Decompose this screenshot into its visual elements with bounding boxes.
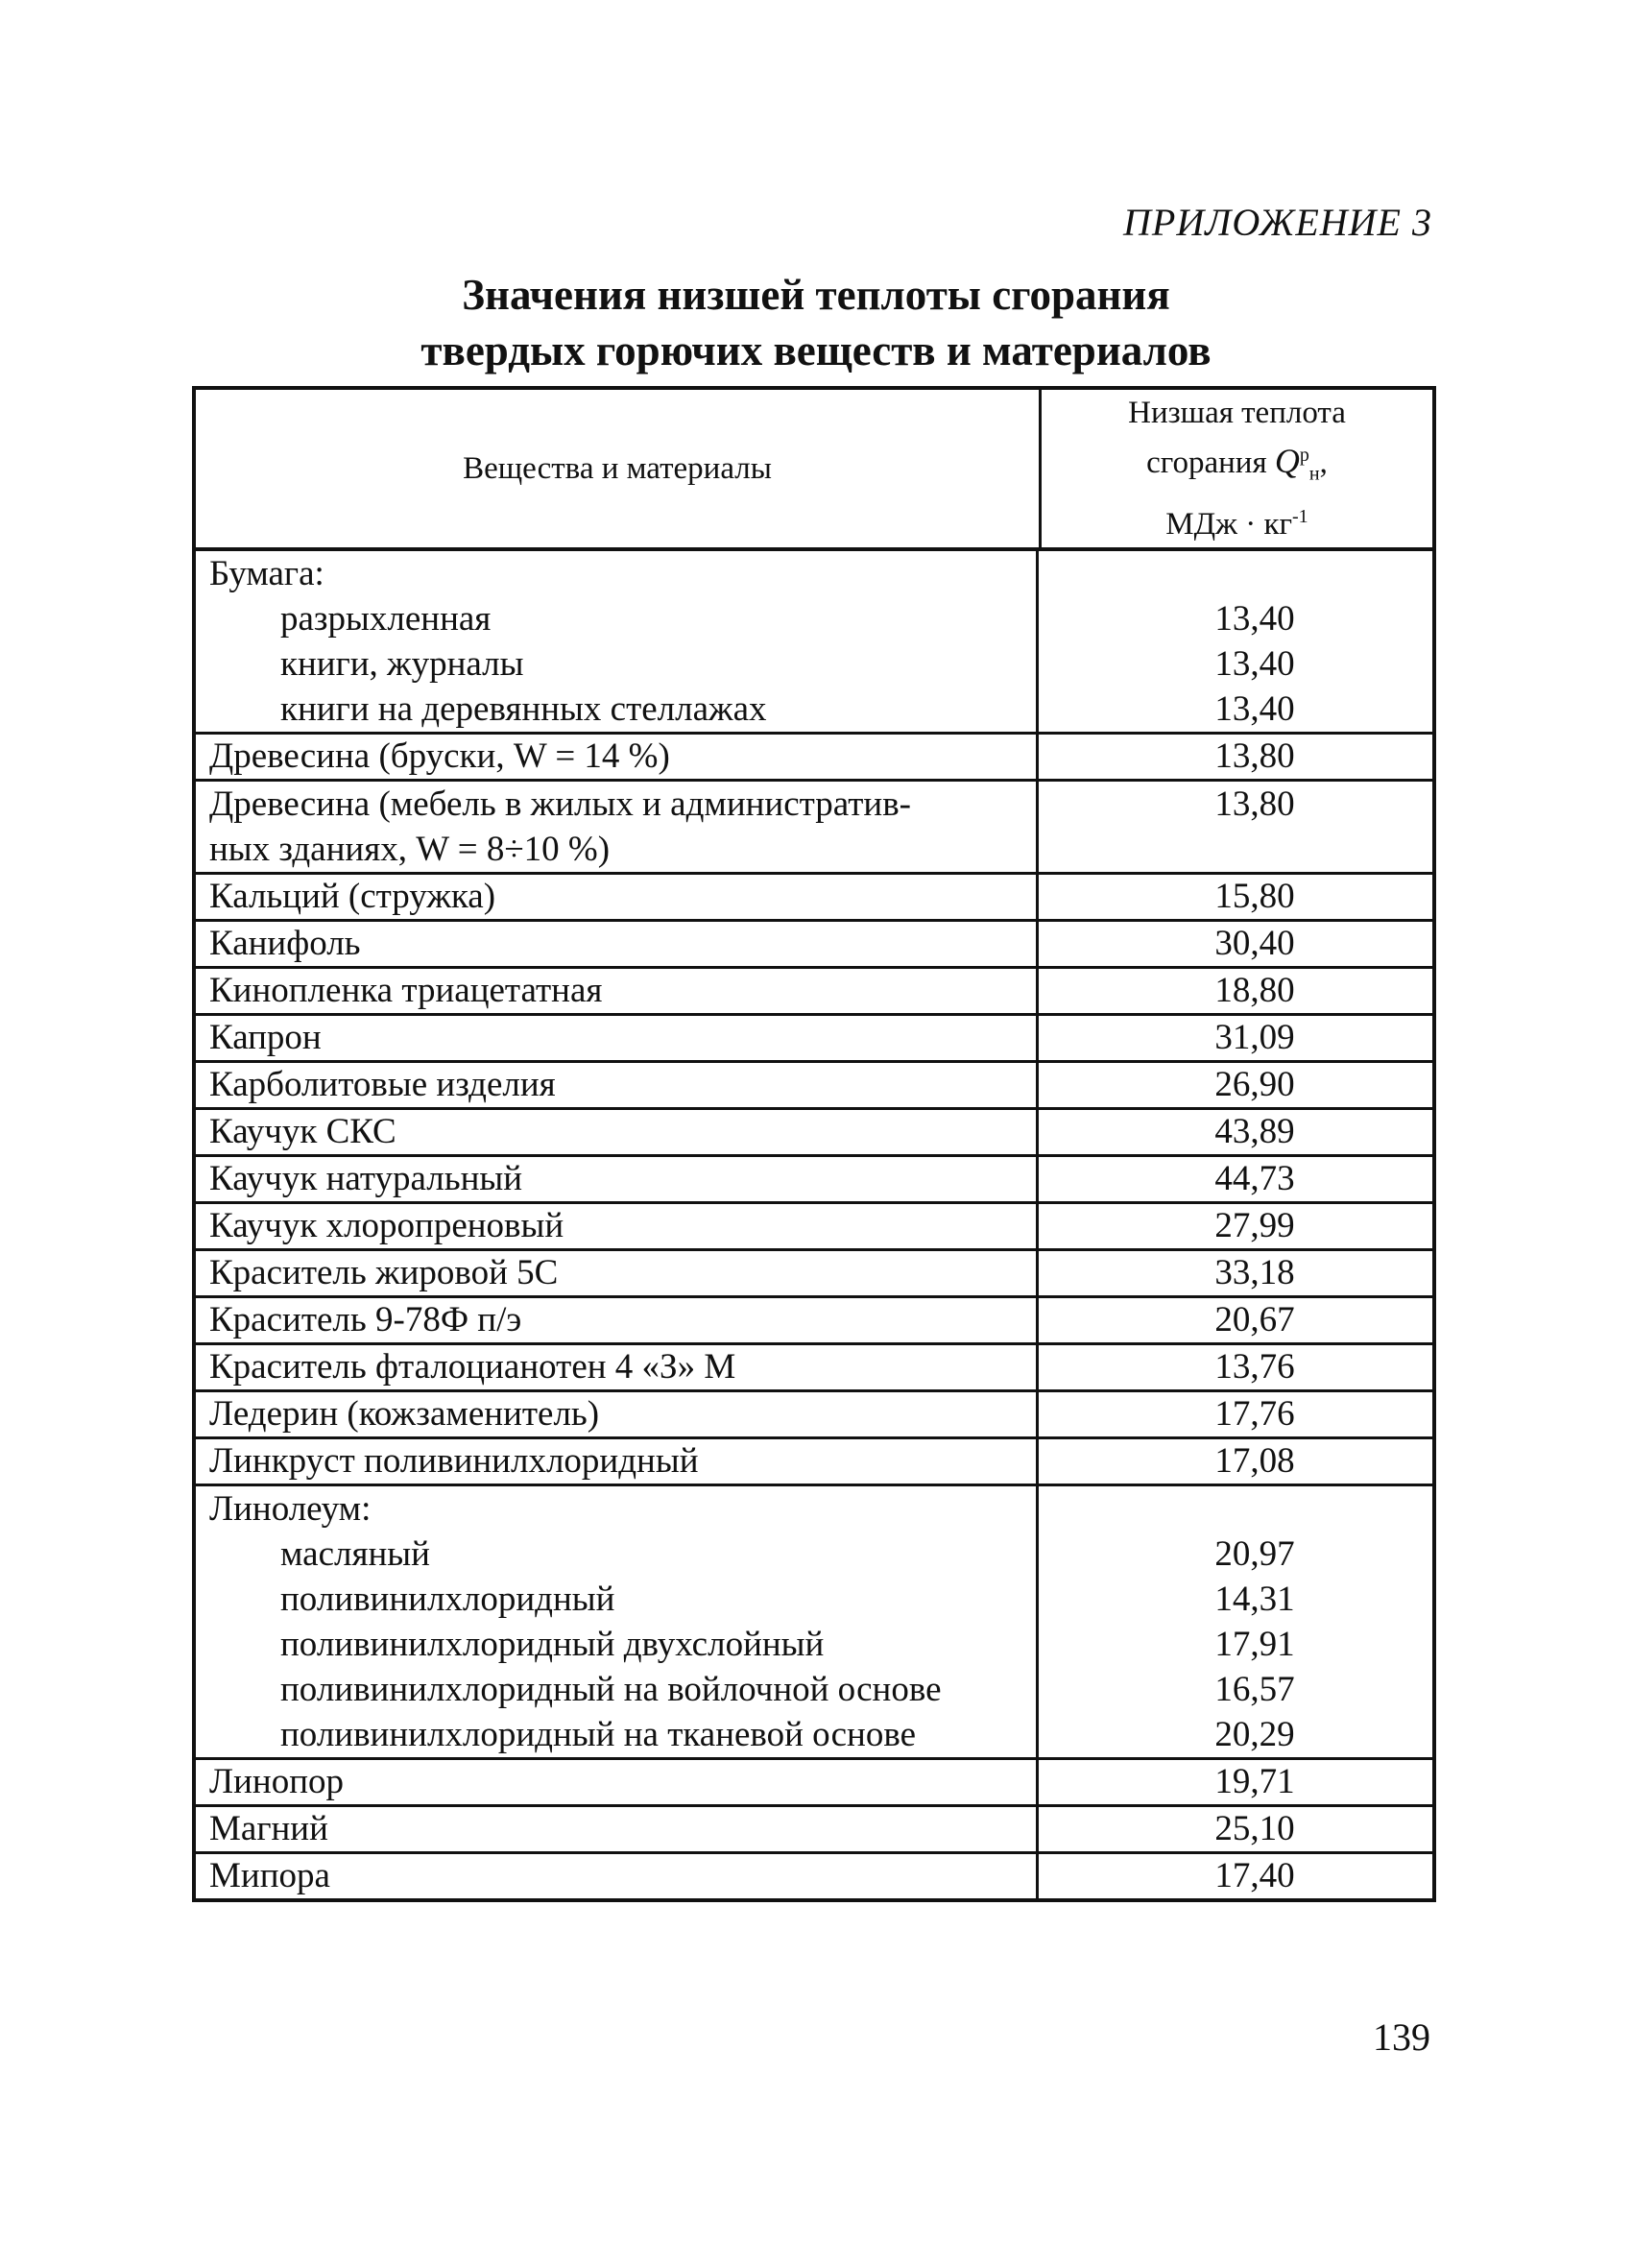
heat-value: 19,71 xyxy=(1214,1762,1295,1801)
header-unit-exponent: -1 xyxy=(1292,505,1308,527)
heat-value: 30,40 xyxy=(1214,924,1295,963)
table-row xyxy=(196,1157,1432,1204)
material-name: Каучук СКС xyxy=(209,1112,396,1151)
heat-value: 31,09 xyxy=(1214,1018,1295,1057)
material-cell xyxy=(196,1016,1039,1060)
value-cell xyxy=(1039,735,1432,779)
heat-value: 17,76 xyxy=(1214,1394,1295,1434)
material-cell xyxy=(196,1298,1039,1342)
appendix-label: ПРИЛОЖЕНИЕ 3 xyxy=(1123,201,1432,244)
heat-value: 17,08 xyxy=(1214,1441,1295,1481)
material-cell xyxy=(196,1251,1039,1295)
header-heat-value xyxy=(1042,390,1432,547)
table-row xyxy=(196,1807,1432,1854)
table-row xyxy=(196,875,1432,922)
value-cell xyxy=(1039,1392,1432,1436)
table-row xyxy=(196,1016,1432,1063)
value-cell xyxy=(1039,1486,1432,1757)
table-row xyxy=(196,735,1432,782)
header-heat-line-3 xyxy=(1165,495,1308,545)
material-cell xyxy=(196,551,1039,732)
material-name: Кинопленка триацетатная xyxy=(209,971,603,1010)
heat-value: 13,80 xyxy=(1214,736,1295,776)
material-cell xyxy=(196,1345,1039,1389)
material-name: поливинилхлоридный на войлочной основе xyxy=(280,1670,942,1709)
table-row xyxy=(196,922,1432,969)
heat-value: 43,89 xyxy=(1214,1112,1295,1151)
value-cell xyxy=(1039,969,1432,1013)
heat-value: 20,29 xyxy=(1214,1715,1295,1754)
material-cell xyxy=(196,1807,1039,1851)
q-subscript: н xyxy=(1308,463,1320,485)
material-name: Древесина (мебель в жилых и административ- xyxy=(209,784,912,824)
value-cell xyxy=(1039,1063,1432,1107)
heat-value: 13,76 xyxy=(1214,1347,1295,1387)
heat-value: 17,91 xyxy=(1214,1625,1295,1664)
heat-value: 15,80 xyxy=(1214,877,1295,916)
material-name: Капрон xyxy=(209,1018,322,1057)
table-row xyxy=(196,1345,1432,1392)
heat-value: 13,40 xyxy=(1214,599,1295,639)
material-cell xyxy=(196,1063,1039,1107)
heat-value: 26,90 xyxy=(1214,1065,1295,1104)
table-row xyxy=(196,1439,1432,1486)
material-name: Ледерин (кожзаменитель) xyxy=(209,1394,600,1434)
heat-value: 44,73 xyxy=(1214,1159,1295,1198)
material-cell xyxy=(196,1439,1039,1484)
material-cell xyxy=(196,922,1039,966)
heat-value xyxy=(1077,1486,1432,1532)
heat-value xyxy=(1077,551,1432,596)
heat-of-combustion-table xyxy=(192,386,1436,1902)
table-row xyxy=(196,1760,1432,1807)
material-name: Древесина (бруски, W = 14 %) xyxy=(209,736,670,776)
material-name: поливинилхлоридный на тканевой основе xyxy=(280,1715,917,1754)
material-name: Каучук натуральный xyxy=(209,1159,523,1198)
value-cell xyxy=(1039,1110,1432,1154)
table-row xyxy=(196,1854,1432,1898)
material-name: ных зданиях, W = 8÷10 %) xyxy=(209,830,611,869)
material-name: разрыхленная xyxy=(280,599,492,639)
table-row xyxy=(196,1392,1432,1439)
value-cell xyxy=(1039,1204,1432,1248)
heat-value: 14,31 xyxy=(1214,1580,1295,1619)
material-name: Линолеум: xyxy=(209,1489,372,1529)
table-header xyxy=(196,390,1432,551)
value-cell xyxy=(1039,1157,1432,1201)
material-name: Линкруст поливинилхлоридный xyxy=(209,1441,699,1481)
material-cell xyxy=(196,1392,1039,1436)
value-cell xyxy=(1039,875,1432,919)
material-cell xyxy=(196,1760,1039,1804)
value-cell xyxy=(1039,551,1432,732)
page-number: 139 xyxy=(1373,2015,1430,2059)
material-name: Каучук хлоропреновый xyxy=(209,1206,564,1245)
header-unit: МДж · кг xyxy=(1165,506,1293,542)
value-cell xyxy=(1039,1854,1432,1898)
material-name: поливинилхлоридный xyxy=(280,1580,615,1619)
value-cell xyxy=(1039,1760,1432,1804)
material-cell xyxy=(196,1486,1039,1757)
material-cell xyxy=(196,875,1039,919)
table-row xyxy=(196,1063,1432,1110)
heat-value: 17,40 xyxy=(1214,1856,1295,1895)
value-cell xyxy=(1039,922,1432,966)
table-row xyxy=(196,782,1432,875)
heat-value: 13,40 xyxy=(1214,689,1295,729)
table-row xyxy=(196,551,1432,735)
material-cell xyxy=(196,1204,1039,1248)
material-cell xyxy=(196,782,1039,872)
heat-value: 18,80 xyxy=(1214,971,1295,1010)
table-row xyxy=(196,1486,1432,1760)
value-cell xyxy=(1039,1298,1432,1342)
table-row xyxy=(196,1251,1432,1298)
material-name: книги, журналы xyxy=(280,644,524,684)
value-cell xyxy=(1039,1016,1432,1060)
value-cell xyxy=(1039,1807,1432,1851)
header-heat-line-2: сгорания $Q^р_н$, xyxy=(1146,442,1328,485)
heat-value xyxy=(1077,827,1432,872)
heat-value: 16,57 xyxy=(1214,1670,1295,1709)
material-cell xyxy=(196,1110,1039,1154)
title-line-2: твердых горючих веществ и материалов xyxy=(420,326,1212,374)
material-name: книги на деревянных стеллажах xyxy=(280,689,767,729)
heat-value: 13,40 xyxy=(1214,644,1295,684)
material-cell xyxy=(196,1157,1039,1201)
material-name: Канифоль xyxy=(209,924,361,963)
heat-value: 27,99 xyxy=(1214,1206,1295,1245)
table-row xyxy=(196,1204,1432,1251)
material-name: поливинилхлоридный двухслойный xyxy=(280,1625,825,1664)
heat-value: 20,97 xyxy=(1214,1534,1295,1574)
material-name: Краситель фталоцианотен 4 «З» М xyxy=(209,1347,736,1387)
material-name: Линопор xyxy=(209,1762,344,1801)
value-cell xyxy=(1039,1439,1432,1484)
value-cell xyxy=(1039,1251,1432,1295)
table-row xyxy=(196,1110,1432,1157)
value-cell xyxy=(1039,1345,1432,1389)
title-line-1: Значения низшей теплоты сгорания xyxy=(462,271,1170,319)
value-cell xyxy=(1039,782,1432,872)
material-name: Магний xyxy=(209,1809,328,1848)
material-name: Мипора xyxy=(209,1856,330,1895)
material-cell xyxy=(196,1854,1039,1898)
q-symbol: Q xyxy=(1274,442,1300,481)
q-superscript: р xyxy=(1299,445,1309,467)
material-cell xyxy=(196,735,1039,779)
material-name: Карболитовые изделия xyxy=(209,1065,556,1104)
material-name: масляный xyxy=(280,1534,430,1574)
heat-value: 33,18 xyxy=(1214,1253,1295,1292)
heat-value: 13,80 xyxy=(1214,784,1295,824)
page-title xyxy=(192,267,1440,378)
heat-value: 20,67 xyxy=(1214,1300,1295,1339)
header-heat-word: сгорания xyxy=(1146,446,1275,481)
material-name: Краситель 9-78Ф п/э xyxy=(209,1300,522,1339)
table-body xyxy=(196,551,1432,1898)
table-row xyxy=(196,969,1432,1016)
material-name: Бумага: xyxy=(209,554,324,593)
material-name: Кальций (стружка) xyxy=(209,877,496,916)
material-cell xyxy=(196,969,1039,1013)
heat-value: 25,10 xyxy=(1214,1809,1295,1848)
table-row xyxy=(196,1298,1432,1345)
header-substances: Вещества и материалы xyxy=(196,390,1042,547)
material-name: Краситель жировой 5С xyxy=(209,1253,559,1292)
header-heat-line-1: Низшая теплота xyxy=(1128,396,1346,431)
